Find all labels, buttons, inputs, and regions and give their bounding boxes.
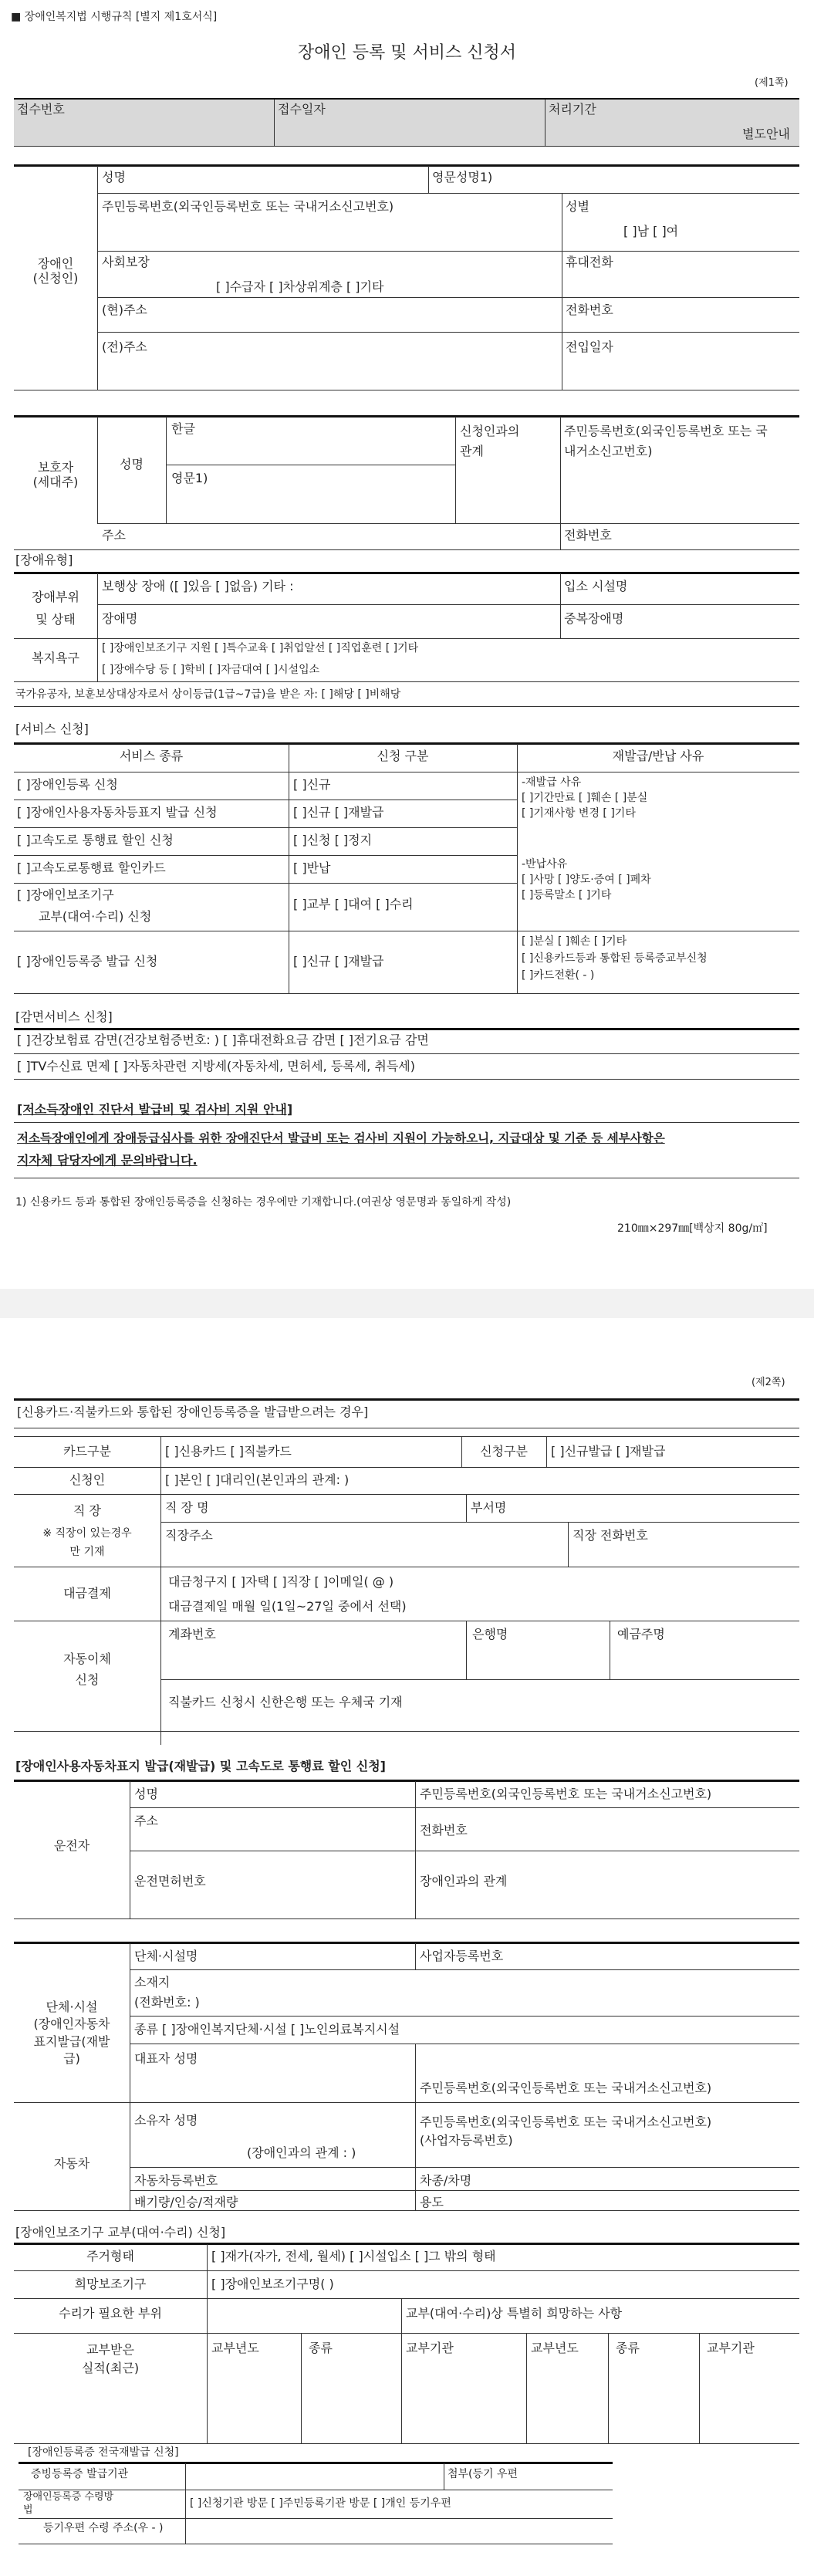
service-toll-card[interactable]: [ ]고속도로통행료 할인카드	[17, 860, 166, 875]
mail-way-label: 장애인등록증 수령방 법	[23, 2491, 114, 2516]
service-id-card-type[interactable]: [ ]신규 [ ]재발급	[293, 954, 384, 969]
representative-rrn-label[interactable]: 주민등록번호(외국인등록번호 또는 국내거소신고번호)	[420, 2081, 712, 2095]
applicant-section-label: 장애인 (신청인)	[32, 256, 79, 286]
notice-line-1: 저소득장애인에게 장애등급심사를 위한 장애진단서 발급비 또는 검사비 지원이 가능하오니, 지급대상 및 기준 등 세부사항은	[17, 1131, 665, 1145]
vehicle-reg-label[interactable]: 자동차등록번호	[134, 2173, 218, 2188]
desired-device-label: 희망보조기구	[74, 2277, 147, 2291]
reduction-options-row2[interactable]: [ ]TV수신료 면제 [ ]자동차관련 지방세(자동차세, 면허세, 등록세, 취득세)	[17, 1059, 415, 1073]
guardian-korean-name[interactable]: 한글	[171, 421, 195, 436]
card-heading: [신용카드·직불카드와 통합된 장애인등록증을 발급받으려는 경우]	[17, 1405, 369, 1419]
footnote: 1) 신용카드 등과 통합된 장애인등록증을 신청하는 경우에만 기재합니다.(여권상 영문명과 동일하게 작성)	[15, 1196, 512, 1209]
guardian-phone-label[interactable]: 전화번호	[564, 528, 612, 543]
receipt-date-label: 접수일자	[278, 102, 326, 117]
return-reason-label: -반납사유	[522, 858, 568, 870]
duplicate-disability-label[interactable]: 중복장애명	[564, 611, 624, 626]
driver-rrn-label[interactable]: 주민등록번호(외국인등록번호 또는 국내거소신고번호)	[420, 1787, 712, 1801]
service-col-reason: 재발급/반납 사유	[612, 749, 704, 763]
mail-copy-label: 첨부(등기 우편	[448, 2468, 518, 2480]
form-title: 장애인 등록 및 서비스 신청서	[298, 43, 516, 63]
page-number-2: (제2쪽)	[752, 1377, 785, 1388]
history-year-2[interactable]: 교부년도	[531, 2341, 579, 2355]
housing-label: 주거형태	[86, 2249, 134, 2263]
owner-name-label[interactable]: 소유자 성명	[134, 2113, 198, 2128]
card-kind-options[interactable]: [ ]신용카드 [ ]직불카드	[165, 1444, 292, 1459]
welfare-options-row1[interactable]: [ ]장애인보조기구 지원 [ ]특수교육 [ ]취업알선 [ ]직업훈련 [ ]기타	[102, 642, 419, 654]
disability-type-heading: [장애유형]	[15, 553, 73, 567]
vehicle-model-label[interactable]: 차종/차명	[420, 2173, 472, 2188]
billing-date[interactable]: 대금결제일 매월 일(1일~27일 중에서 선택)	[168, 1599, 407, 1614]
service-id-card[interactable]: [ ]장애인등록증 발급 신청	[17, 954, 158, 969]
reissue-reason-label: -재발급 사유	[522, 776, 582, 789]
workplace-label: 직 장	[73, 1503, 101, 1518]
notice-line-2: 지자체 담당자에게 문의바랍니다.	[17, 1153, 198, 1168]
mail-office-label: 증빙등록증 발급기관	[31, 2468, 129, 2480]
card-applicant-options[interactable]: [ ]본인 [ ]대리인(본인과의 관계: )	[165, 1472, 350, 1487]
sex-label: 성별	[566, 199, 589, 214]
owner-relation-label[interactable]: (장애인과의 관계 : )	[247, 2145, 356, 2160]
special-request-label[interactable]: 교부(대여·수리)상 특별히 희망하는 사항	[406, 2306, 623, 2321]
housing-options[interactable]: [ ]재가(자가, 전세, 월세) [ ]시설입소 [ ]그 밖의 형태	[211, 2249, 496, 2263]
organization-name-label[interactable]: 단체·시설명	[134, 1949, 198, 1963]
bank-name-label[interactable]: 은행명	[472, 1627, 508, 1641]
mail-way-options[interactable]: [ ]신청기관 방문 [ ]주민등록기관 방문 [ ]개인 등기우편	[190, 2497, 451, 2510]
desired-device-options[interactable]: [ ]장애인보조기구명( )	[211, 2277, 334, 2291]
guardian-address-label[interactable]: 주소	[102, 528, 126, 543]
auto-transfer-label: 자동이체 신청	[63, 1651, 111, 1688]
reissue-reason-opts1[interactable]: [ ]기간만료 [ ]훼손 [ ]분실	[522, 792, 648, 804]
service-toll-card-return[interactable]: [ ]반납	[293, 860, 331, 875]
move-in-date-label[interactable]: 전입일자	[566, 340, 613, 354]
disability-name-label[interactable]: 장애명	[102, 611, 138, 626]
billing-label: 대금결제	[63, 1586, 111, 1601]
workplace-note: ※ 직장이 있는경우 만 기재	[42, 1527, 132, 1558]
guardian-rrn-label[interactable]: 주민등록번호(외국인등록번호 또는 국 내거소신고번호)	[564, 424, 768, 458]
driver-section-label: 운전자	[53, 1838, 90, 1853]
card-applicant-label: 신청인	[69, 1472, 106, 1487]
english-name-label[interactable]: 영문성명1)	[432, 170, 493, 184]
reception-box	[14, 100, 799, 146]
social-security-options[interactable]: [ ]수급자 [ ]차상위계층 [ ]기타	[216, 279, 384, 294]
vehicle-use-label[interactable]: 용도	[420, 2195, 444, 2209]
current-address-label[interactable]: (현)주소	[102, 303, 147, 317]
vehicle-heading: [장애인사용자동차표지 발급(재발급) 및 고속도로 통행료 할인 신청]	[15, 1759, 386, 1773]
period-label: 처리기간	[549, 102, 596, 117]
service-assistive-device[interactable]: [ ]장애인보조기구	[17, 887, 114, 902]
history-type-1[interactable]: 종류	[309, 2341, 333, 2355]
business-number-label[interactable]: 사업자등록번호	[420, 1949, 504, 1963]
department-label[interactable]: 부서명	[471, 1500, 507, 1515]
law-reference: ■ 장애인복지법 시행규칙 [별지 제1호서식]	[11, 11, 218, 23]
page-number: (제1쪽)	[755, 77, 789, 89]
organization-location-label[interactable]: 소재지	[134, 1975, 171, 1989]
request-kind-label: 신청구분	[480, 1444, 528, 1459]
welfare-needs-label: 복지욕구	[32, 651, 79, 665]
page-gap	[0, 1289, 814, 1318]
id-card-reason-opts2[interactable]: [ ]신용카드등과 통합된 등록증교부신청	[522, 952, 708, 965]
receipt-no-label: 접수번호	[17, 102, 65, 117]
history-type-2[interactable]: 종류	[616, 2341, 640, 2355]
veteran-row[interactable]: 국가유공자, 보훈보상대상자로서 상이등급(1급~7급)을 받은 자: [ ]해당 [ ]비해당	[15, 688, 401, 701]
mobile-label[interactable]: 휴대전화	[566, 255, 613, 269]
workplace-name-label[interactable]: 직 장 명	[165, 1500, 209, 1515]
request-kind-options[interactable]: [ ]신규발급 [ ]재발급	[551, 1444, 666, 1459]
owner-rrn-label[interactable]: 주민등록번호(외국인등록번호 또는 국내거소신고번호) (사업자등록번호)	[420, 2115, 712, 2148]
card-kind-label: 카드구분	[63, 1444, 111, 1459]
return-reason-opts1[interactable]: [ ]사망 [ ]양도·증여 [ ]폐차	[522, 874, 651, 886]
assistive-device-heading: [장애인보조기구 교부(대여·수리) 신청]	[15, 2225, 226, 2240]
mail-heading: [장애인등록증 전국재발급 신청]	[28, 2446, 179, 2459]
guardian-name-label: 성명	[120, 457, 144, 472]
rrn-label[interactable]: 주민등록번호(외국인등록번호 또는 국내거소신고번호)	[102, 199, 394, 214]
driver-phone-label[interactable]: 전화번호	[420, 1823, 468, 1837]
guardian-section-label: 보호자 (세대주)	[32, 460, 79, 490]
reduction-options-row1[interactable]: [ ]건강보험료 감면(건강보험증번호: ) [ ]휴대전화요금 감면 [ ]전기요금 감면	[17, 1033, 429, 1047]
driver-relation-label[interactable]: 장애인과의 관계	[420, 1874, 508, 1888]
mail-address-label[interactable]: 등기우편 수령 주소(우 - )	[43, 2522, 164, 2534]
representative-name-label[interactable]: 대표자 성명	[134, 2051, 198, 2066]
history-label: 교부받은 실적(최근)	[81, 2342, 140, 2375]
account-number-label[interactable]: 계좌번호	[168, 1627, 216, 1641]
disability-status-label: 장애부위 및 상태	[32, 590, 79, 627]
paper-spec: 210㎜×297㎜[백상지 80g/㎡]	[617, 1222, 768, 1235]
history-agency-1[interactable]: 교부기관	[406, 2341, 454, 2355]
service-toll-discount[interactable]: [ ]고속도로 통행료 할인 신청	[17, 833, 174, 847]
notice-heading: [저소득장애인 진단서 발급비 및 검사비 지원 안내]	[17, 1102, 293, 1117]
organization-phone-label[interactable]: (전화번호: )	[134, 1995, 200, 2010]
period-value: 별도안내	[742, 127, 790, 141]
phone-label[interactable]: 전화번호	[566, 303, 613, 317]
sex-options[interactable]: [ ]남 [ ]여	[623, 224, 679, 238]
welfare-options-row2[interactable]: [ ]장애수당 등 [ ]학비 [ ]자금대여 [ ]시설입소	[102, 664, 320, 676]
repair-part-label[interactable]: 수리가 필요한 부위	[59, 2306, 162, 2321]
service-col-kind: 서비스 종류	[119, 749, 184, 763]
history-year-1[interactable]: 교부년도	[211, 2341, 259, 2355]
account-holder-label[interactable]: 예금주명	[617, 1627, 665, 1641]
driver-license-label[interactable]: 운전면허번호	[134, 1874, 206, 1888]
id-card-reason-opts1[interactable]: [ ]분실 [ ]훼손 [ ]기타	[522, 935, 627, 948]
driver-name-label[interactable]: 성명	[134, 1787, 158, 1801]
auto-transfer-note: 직불카드 신청시 신한은행 또는 우체국 기재	[168, 1695, 403, 1709]
organization-section-label: 단체·시설 (장애인자동차 표지발급(재발 급)	[33, 2000, 110, 2067]
reissue-reason-opts2[interactable]: [ ]기재사항 변경 [ ]기타	[522, 807, 636, 820]
billing-address-options[interactable]: 대금청구지 [ ]자택 [ ]직장 [ ]이메일( @ )	[168, 1574, 394, 1589]
vehicle-displacement-label[interactable]: 배기량/인승/적재량	[134, 2195, 238, 2209]
service-vehicle-sign[interactable]: [ ]장애인사용자동차등표지 발급 신청	[17, 805, 218, 820]
service-assistive-device-sub: 교부(대여·수리) 신청	[39, 909, 152, 924]
service-registration-new[interactable]: [ ]신규	[293, 777, 331, 792]
history-agency-2[interactable]: 교부기관	[707, 2341, 755, 2355]
name-label[interactable]: 성명	[102, 170, 126, 184]
service-vehicle-sign-type[interactable]: [ ]신규 [ ]재발급	[293, 805, 384, 820]
service-col-request: 신청 구분	[377, 749, 429, 763]
facility-name-label[interactable]: 입소 시설명	[564, 579, 628, 593]
organization-kind-options[interactable]: 종류 [ ]장애인복지단체·시설 [ ]노인의료복지시설	[134, 2022, 400, 2037]
social-security-label: 사회보장	[102, 255, 150, 269]
guardian-english-name[interactable]: 영문1)	[171, 471, 208, 485]
return-reason-opts2[interactable]: [ ]등록말소 [ ]기타	[522, 889, 612, 901]
service-assistive-device-type[interactable]: [ ]교부 [ ]대여 [ ]수리	[293, 897, 414, 911]
workplace-address-label[interactable]: 직장주소	[165, 1528, 213, 1543]
service-registration[interactable]: [ ]장애인등록 신청	[17, 777, 118, 792]
driver-address-label[interactable]: 주소	[134, 1814, 158, 1828]
workplace-phone-label[interactable]: 직장 전화번호	[573, 1528, 648, 1543]
service-heading: [서비스 신청]	[15, 722, 89, 736]
previous-address-label[interactable]: (전)주소	[102, 340, 147, 354]
form-page-2	[0, 1318, 814, 2576]
service-toll-discount-type[interactable]: [ ]신청 [ ]정지	[293, 833, 373, 847]
id-card-reason-opts3[interactable]: [ ]카드전환( - )	[522, 969, 595, 982]
vehicle-section-label: 자동차	[53, 2156, 90, 2171]
walking-disability-row[interactable]: 보행상 장애 ([ ]있음 [ ]없음) 기타 :	[102, 579, 294, 593]
reduction-heading: [감면서비스 신청]	[15, 1009, 113, 1024]
guardian-relation-label[interactable]: 신청인과의 관계	[460, 424, 520, 458]
